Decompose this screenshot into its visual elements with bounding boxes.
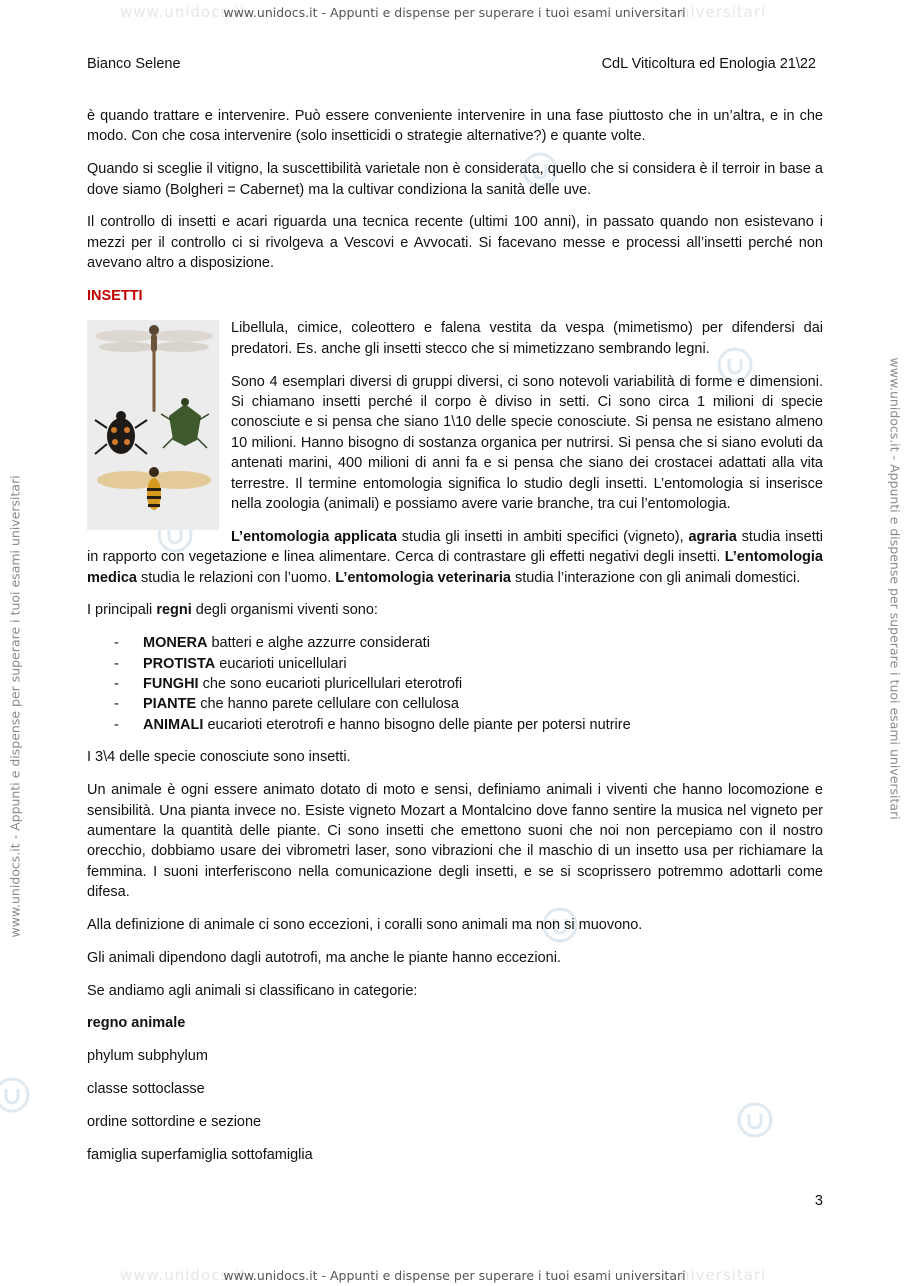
text-fragment: studia insetti in rapporto con vegetazione e linea alimentare. Cerca di contrastare gli effetti negativi degli insetti.: [87, 528, 823, 566]
bold-term: L’entomologia veterinaria: [335, 569, 511, 586]
list-dash: -: [114, 635, 119, 652]
paragraph: Quando si sceglie il vitigno, la suscettibilità varietale non è considerata, quello che si considera è il terroir in base a dove siamo (Bolgheri = Cabernet) ma la cultivar condiziona la sanità delle uve.: [87, 161, 823, 198]
header-course: CdL Viticoltura ed Enologia 21\22: [601, 56, 816, 72]
insect-illustration-icon: [87, 320, 219, 530]
text-fragment: degli organismi viventi sono:: [191, 602, 378, 619]
list-dash: -: [114, 676, 119, 693]
paragraph: Libellula, cimice, coleottero e falena vestita da vespa (mimetismo) per difendersi dai predatori. Es. anche gli insetti stecco che si mimetizzano sembrando legni.: [231, 320, 823, 357]
watermark-ghost-bottom-left: www.unidocs.it: [120, 1266, 247, 1284]
kingdom-name: FUNGHI: [143, 676, 199, 693]
list-dash: -: [114, 716, 119, 733]
bold-term: regno animale: [87, 1015, 186, 1032]
bold-term: L’entomologia medica: [87, 549, 823, 586]
list-item: [114, 674, 823, 694]
paragraph: Gli animali dipendono dagli autotrofi, ma anche le piante hanno eccezioni.: [87, 949, 561, 966]
entomology-paragraph: [87, 527, 823, 588]
paragraph: Un animale è ogni essere animato dotato di moto e sensi, definiamo animali i viventi che hanno locomozione e sensibilità. Una pianta invece no. Esiste vigneto Mozart a Montalcino dove fanno sentire la musica nel vigneto per aumentare la quantità delle piante. Ci sono insetti che emettono suoni che noi non percepiamo con il nostro orecchio, dobbiamo usare dei vibrometri laser, sono vibrazioni che il maschio di un insetto usa per richiamare la femmina. I suoni interferiscono nella comunicazione degli insetti, e se si scoprissero potremmo adottarli come difesa.: [87, 782, 823, 901]
header-author: Bianco Selene: [87, 56, 181, 72]
text-fragment: studia le relazioni con l’uomo.: [136, 569, 336, 586]
document-body: [87, 106, 823, 1177]
text-fragment: I principali: [87, 602, 157, 619]
watermark-ghost-bottom-right: niversitari: [680, 1266, 767, 1284]
kingdom-desc: che sono eucarioti pluricellulari eterotrofi: [198, 676, 463, 693]
kingdom-desc: che hanno parete cellulare con cellulosa: [196, 696, 459, 713]
list-dash: -: [114, 696, 119, 713]
list-item: [114, 633, 823, 653]
insect-specimens-photo: [87, 320, 219, 530]
watermark-banner-top: www.unidocs.it - Appunti e dispense per superare i tuoi esami universitari: [223, 5, 686, 20]
watermark-side-right: www.unidocs.it - Appunti e dispense per superare i tuoi esami universitari: [887, 357, 903, 820]
list-dash: -: [114, 655, 119, 672]
watermark-banner-bottom: www.unidocs.it - Appunti e dispense per superare i tuoi esami universitari: [223, 1268, 686, 1283]
taxonomy-item: classe sottoclasse: [87, 1080, 205, 1097]
watermark-logo-icon: [0, 1075, 32, 1115]
paragraph: Se andiamo agli animali si classificano in categorie:: [87, 982, 418, 999]
watermark-ghost-top-right: niversitari: [680, 3, 767, 21]
kingdom-name: ANIMALI: [143, 716, 204, 733]
taxonomy-item: famiglia superfamiglia sottofamiglia: [87, 1146, 313, 1163]
bold-term: L’entomologia applicata: [231, 528, 397, 545]
watermark-ghost-top-left: www.unidocs.it: [120, 3, 247, 21]
bold-term: regni: [156, 602, 192, 619]
watermark-side-left: www.unidocs.it - Appunti e dispense per superare i tuoi esami universitari: [7, 475, 23, 938]
list-item: [114, 694, 823, 714]
kingdoms-list: [114, 633, 823, 735]
kingdom-name: PROTISTA: [143, 655, 216, 672]
kingdom-name: MONERA: [143, 635, 208, 652]
text-fragment: studia l’interazione con gli animali domestici.: [510, 569, 801, 586]
paragraph: Sono 4 esemplari diversi di gruppi diversi, ci sono notevoli variabilità di forme e dimensioni. Si chiamano insetti perché il corpo è diviso in setti. Ci sono circa 1 milioni di specie conosciute e si pensa che siano 1\10 delle specie conosciute. Si pensa ne esistano almeno 10 milioni. Hanno bisogno di sostanza organica per nutrirsi. Si pensa che si siano evoluti da antenati marini, 400 milioni di anni fa e si pensa che siano dei crostacei adattati alla vita terrestre. Il termine entomologia significa lo studio degli insetti. L’entomologia si inserisce nella zoologia (animali) e possiamo avere varie branche, tra cui l’entomologia.: [231, 373, 823, 513]
taxonomy-item: ordine sottordine e sezione: [87, 1113, 262, 1130]
paragraph: è quando trattare e intervenire. Può essere conveniente intervenire in una fase piuttosto che in un’altra, e in che modo. Con che cosa intervenire (solo insetticidi o strategie alternative?) e quante volte.: [87, 108, 823, 145]
kingdom-desc: eucarioti eterotrofi e hanno bisogno delle piante per potersi nutrire: [203, 716, 631, 733]
page-number: 3: [814, 1193, 823, 1209]
kingdom-desc: batteri e alghe azzurre considerati: [207, 635, 430, 652]
bold-term: agraria: [688, 528, 737, 545]
paragraph: Il controllo di insetti e acari riguarda una tecnica recente (ultimi 100 anni), in passato quando non esistevano i mezzi per il controllo ci si rivolgeva a Vescovi e Avvocati. Si facevano messe e processi all’insetti perché non avevano altro a disposizione.: [87, 214, 823, 272]
paragraph: Alla definizione di animale ci sono eccezioni, i coralli sono animali ma non si muovono.: [87, 916, 643, 933]
list-item: [114, 654, 823, 674]
section-title-insetti: INSETTI: [87, 288, 143, 305]
kingdom-name: PIANTE: [143, 696, 197, 713]
kingdom-desc: eucarioti unicellulari: [215, 655, 347, 672]
list-item: [114, 715, 823, 735]
taxonomy-item: [87, 1013, 823, 1033]
text-fragment: studia gli insetti in ambiti specifici (vigneto),: [396, 528, 689, 545]
paragraph: I 3\4 delle specie conosciute sono insetti.: [87, 749, 351, 766]
kingdoms-intro: [87, 600, 823, 620]
taxonomy-item: phylum subphylum: [87, 1048, 208, 1065]
